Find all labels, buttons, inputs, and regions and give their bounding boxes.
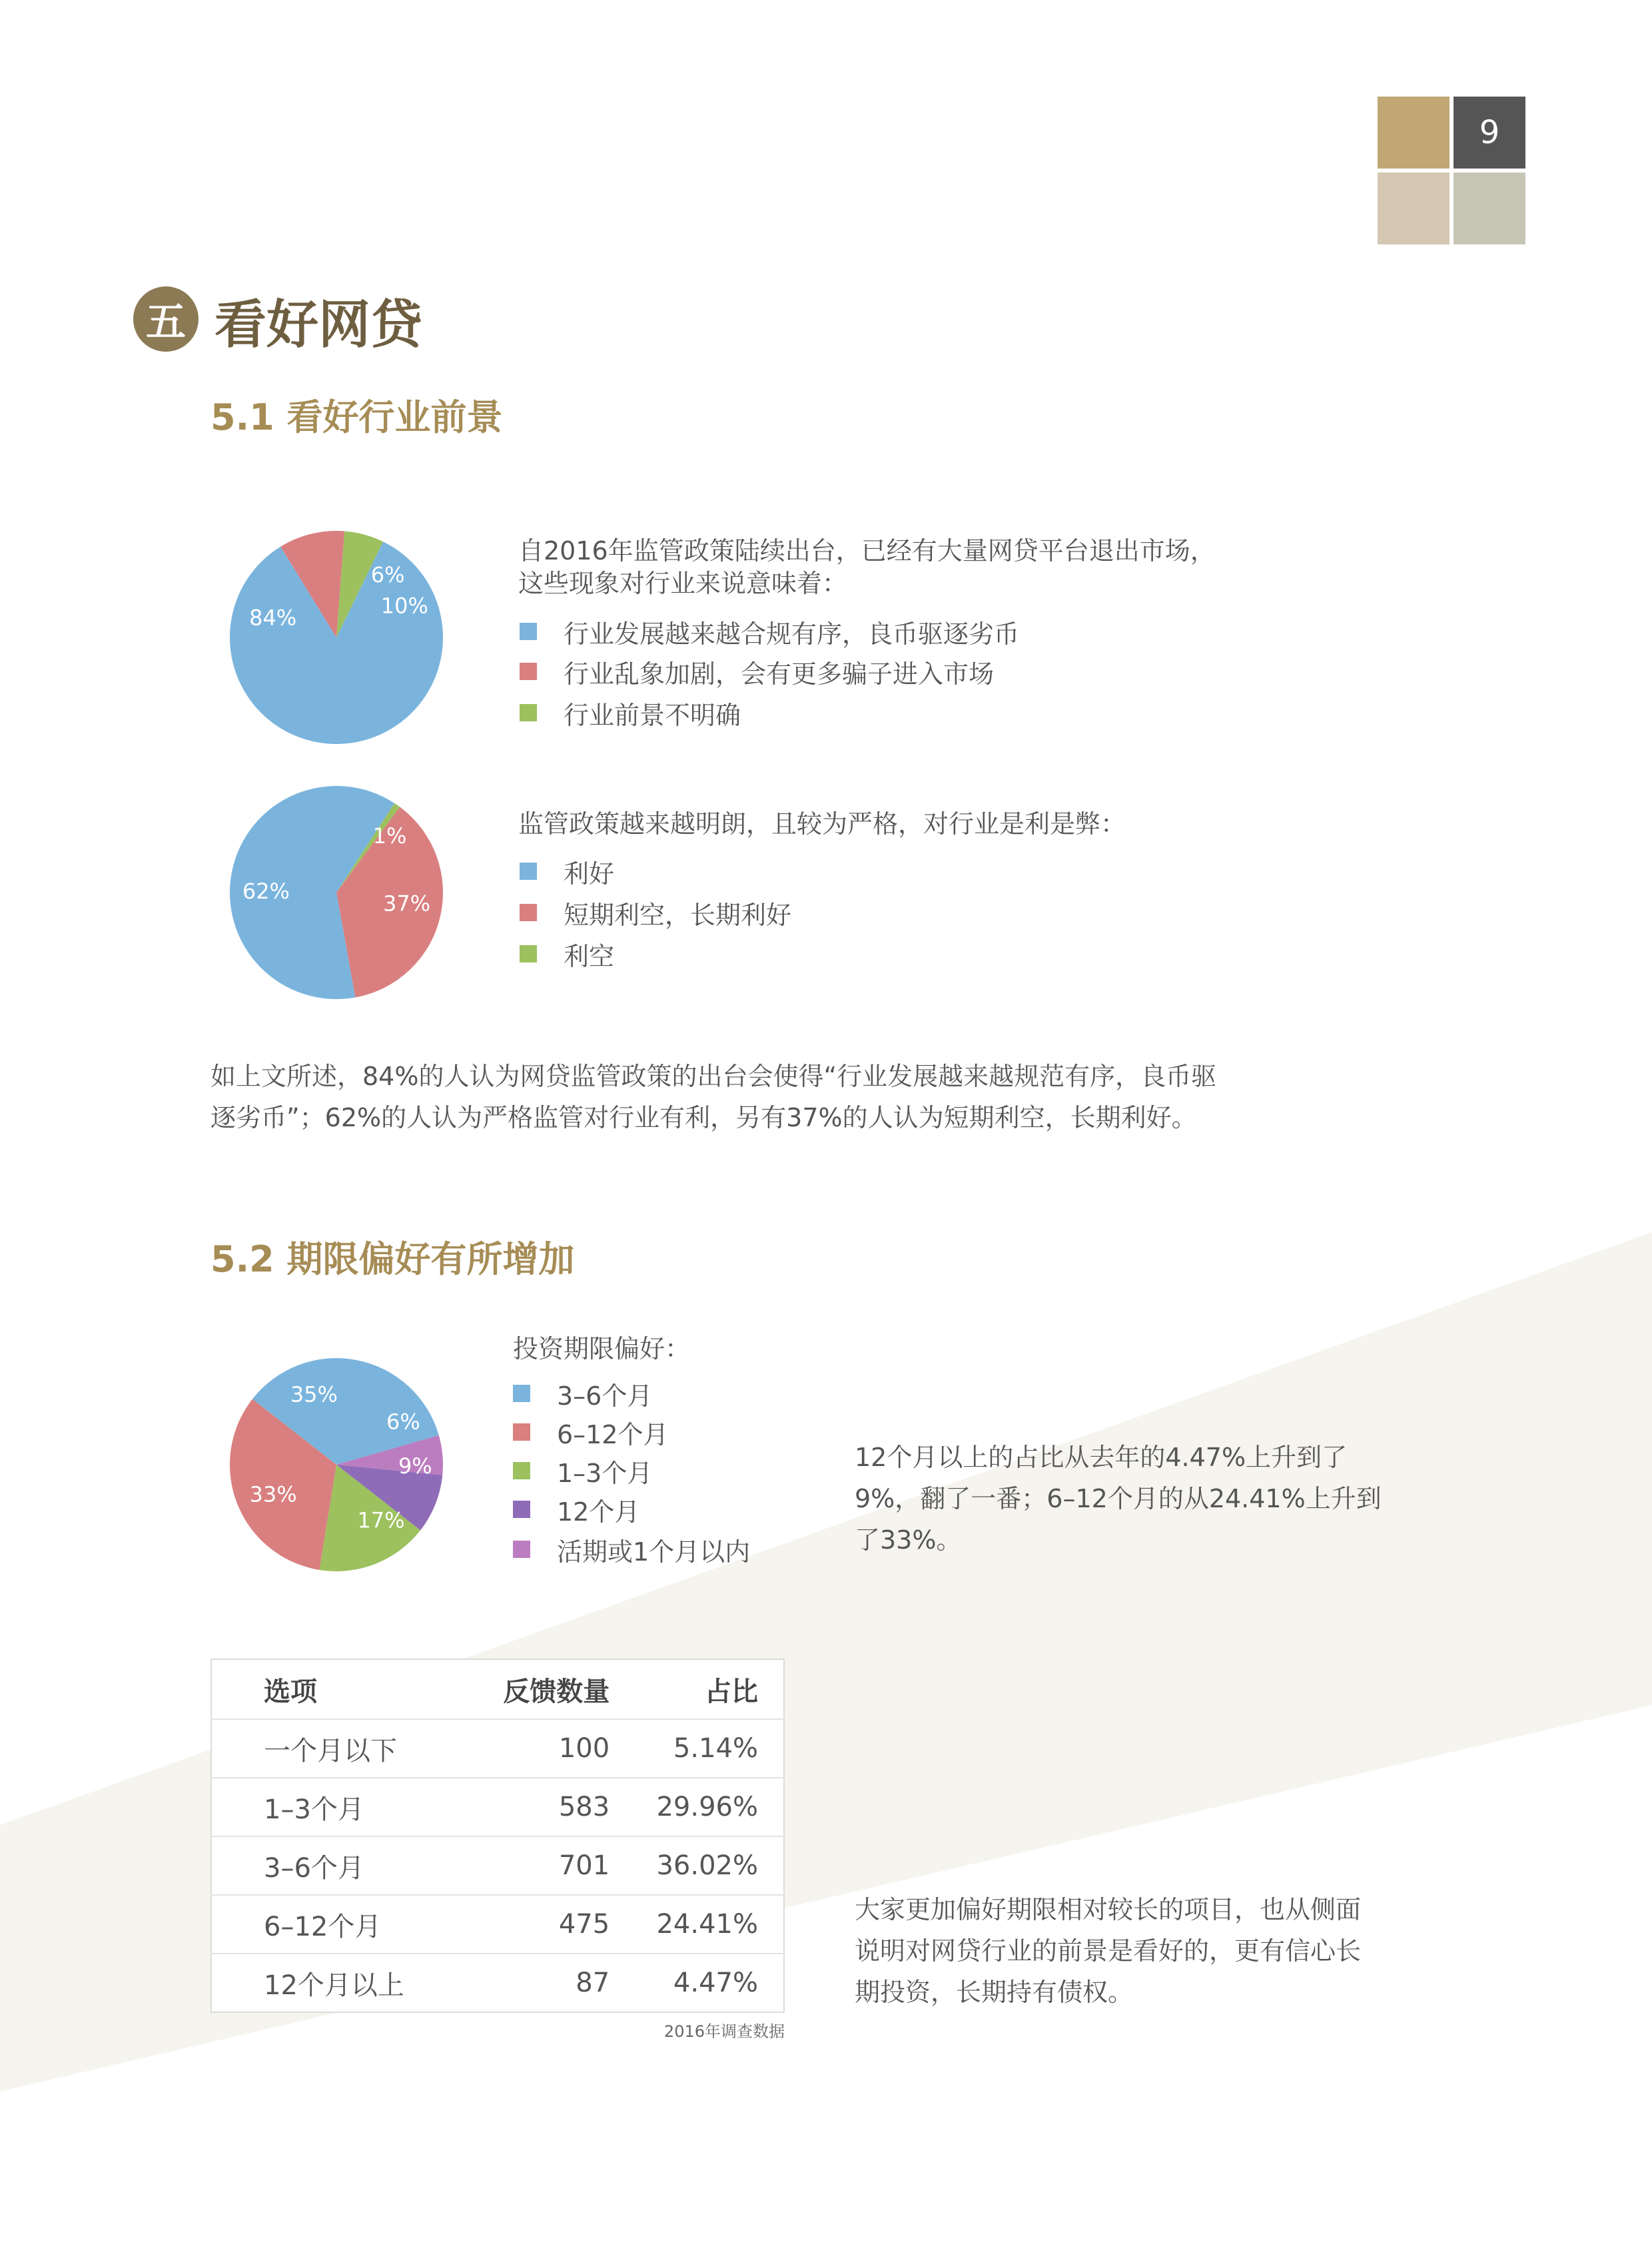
table-row [211, 1836, 784, 1895]
legend-swatch-pink [513, 1541, 530, 1558]
q2-intro: 监管政策越来越明朗，且较为严格，对行业是利是弊： [518, 809, 1126, 839]
legend-label: 利好 [564, 859, 615, 889]
conclusion-line2: 说明对网贷行业的前景是看好的，更有信心长 [855, 1936, 1362, 1966]
table-cell-count: 701 [466, 1836, 615, 1895]
q1-legend-item [520, 693, 741, 733]
term-legend-item [513, 1373, 652, 1413]
section-title: 看好网贷 [214, 295, 423, 355]
table-cell-share: 24.41% [615, 1895, 784, 1954]
table-cell-count: 100 [466, 1719, 615, 1778]
legend-swatch-blue [520, 623, 537, 640]
pie-label: 6% [370, 562, 405, 588]
legend-label: 利空 [564, 941, 615, 971]
legend-swatch-green [520, 945, 537, 962]
page-number: 9 [1453, 97, 1525, 169]
table-cell-option: 3–6个月 [211, 1836, 466, 1895]
table-row [211, 1895, 784, 1954]
table-row [211, 1719, 784, 1778]
subsection-title-5-2: 5.2 期限偏好有所增加 [210, 1238, 575, 1280]
table-cell-count: 87 [576, 1968, 610, 1998]
table-header-option: 选项 [211, 1659, 466, 1719]
term-legend-item [513, 1412, 669, 1452]
summary-line1: 如上文所述，84%的人认为网贷监管政策的出台会使得“行业发展越来越规范有序，良币驱 [210, 1062, 1217, 1091]
term-note-line3: 了33%。 [855, 1525, 962, 1555]
section-number-badge: 五 [133, 286, 199, 352]
legend-label: 行业发展越来越合规有序，良币驱逐劣币 [564, 619, 1020, 649]
table-cell-share: 5.14% [615, 1719, 784, 1778]
legend-swatch-green [513, 1462, 530, 1479]
legend-swatch-red [520, 663, 537, 680]
pie-chart-regulation-impact [220, 776, 453, 1009]
term-preference-table [210, 1659, 785, 2013]
table-cell-share: 4.47% [673, 1968, 758, 1998]
term-intro: 投资期限偏好： [513, 1334, 691, 1363]
pie-label: 17% [357, 1507, 405, 1533]
pie-label: 1% [372, 823, 407, 849]
pie-label: 37% [383, 891, 431, 917]
legend-label: 行业乱象加剧，会有更多骗子进入市场 [564, 659, 995, 689]
q1-legend-item [520, 651, 994, 691]
table-cell-option: 12个月以上 [264, 1970, 404, 2001]
q1-intro-line1: 自2016年监管政策陆续出台，已经有大量网贷平台退出市场， [518, 536, 1216, 565]
header-square-gray [1453, 173, 1525, 244]
legend-swatch-green [520, 704, 537, 721]
term-note-line2: 9%，翻了一番；6–12个月的从24.41%上升到 [855, 1484, 1382, 1513]
legend-label: 行业前景不明确 [564, 700, 741, 730]
table-cell-option: 一个月以下 [211, 1719, 466, 1778]
term-legend-item [513, 1451, 652, 1491]
table-cell-option: 6–12个月 [211, 1895, 466, 1954]
conclusion-line3: 期投资，长期持有债权。 [855, 1978, 1134, 2007]
pie-chart-industry-outlook [220, 521, 453, 754]
term-legend-item [513, 1489, 639, 1529]
subsection-title-5-1: 5.1 看好行业前景 [210, 396, 503, 438]
header-square-beige [1378, 173, 1449, 244]
legend-swatch-purple [513, 1501, 530, 1518]
q1-intro-line2: 这些现象对行业来说意味着： [518, 569, 848, 598]
table-header-count: 反馈数量 [466, 1659, 615, 1719]
table-source-note: 2016年调查数据 [663, 2022, 785, 2041]
term-legend-item [513, 1529, 750, 1569]
pie-label: 84% [249, 605, 297, 631]
legend-label: 3–6个月 [557, 1381, 653, 1411]
legend-swatch-red [513, 1423, 530, 1441]
pie-label: 62% [242, 879, 290, 904]
table-cell-share: 36.02% [615, 1836, 784, 1895]
pie-label: 33% [249, 1481, 297, 1507]
table-cell-count: 583 [466, 1778, 615, 1836]
pie-label: 9% [398, 1453, 432, 1479]
table-cell-share: 29.96% [615, 1778, 784, 1836]
legend-label: 6–12个月 [557, 1419, 669, 1449]
legend-label: 短期利空，长期利好 [564, 900, 792, 930]
q2-legend-item [520, 851, 614, 891]
table-cell-option: 1–3个月 [211, 1778, 466, 1836]
q2-legend-item [520, 934, 614, 974]
q2-legend-item [520, 893, 791, 933]
legend-label: 活期或1个月以内 [557, 1537, 751, 1567]
table-header-row [211, 1659, 784, 1719]
legend-swatch-red [520, 904, 537, 921]
table-row [211, 1778, 784, 1836]
term-note-line1: 12个月以上的占比从去年的4.47%上升到了 [855, 1443, 1348, 1472]
conclusion-line1: 大家更加偏好期限相对较长的项目，也从侧面 [855, 1895, 1362, 1924]
pie-label: 10% [380, 593, 428, 619]
pie-chart-term-preference [220, 1348, 453, 1581]
legend-label: 12个月 [557, 1497, 640, 1527]
table-header-share: 占比 [615, 1659, 784, 1719]
table-row [211, 1954, 784, 2012]
summary-line2: 逐劣币”；62%的人认为严格监管对行业有利，另有37%的人认为短期利空，长期利好。 [210, 1103, 1197, 1132]
legend-swatch-blue [513, 1385, 530, 1402]
pie-label: 6% [386, 1409, 420, 1435]
legend-label: 1–3个月 [557, 1458, 653, 1488]
table-cell-count: 475 [466, 1895, 615, 1954]
header-square-gold [1378, 97, 1449, 169]
q1-legend-item [520, 611, 1019, 651]
pie-label: 35% [290, 1381, 338, 1407]
legend-swatch-blue [520, 863, 537, 880]
